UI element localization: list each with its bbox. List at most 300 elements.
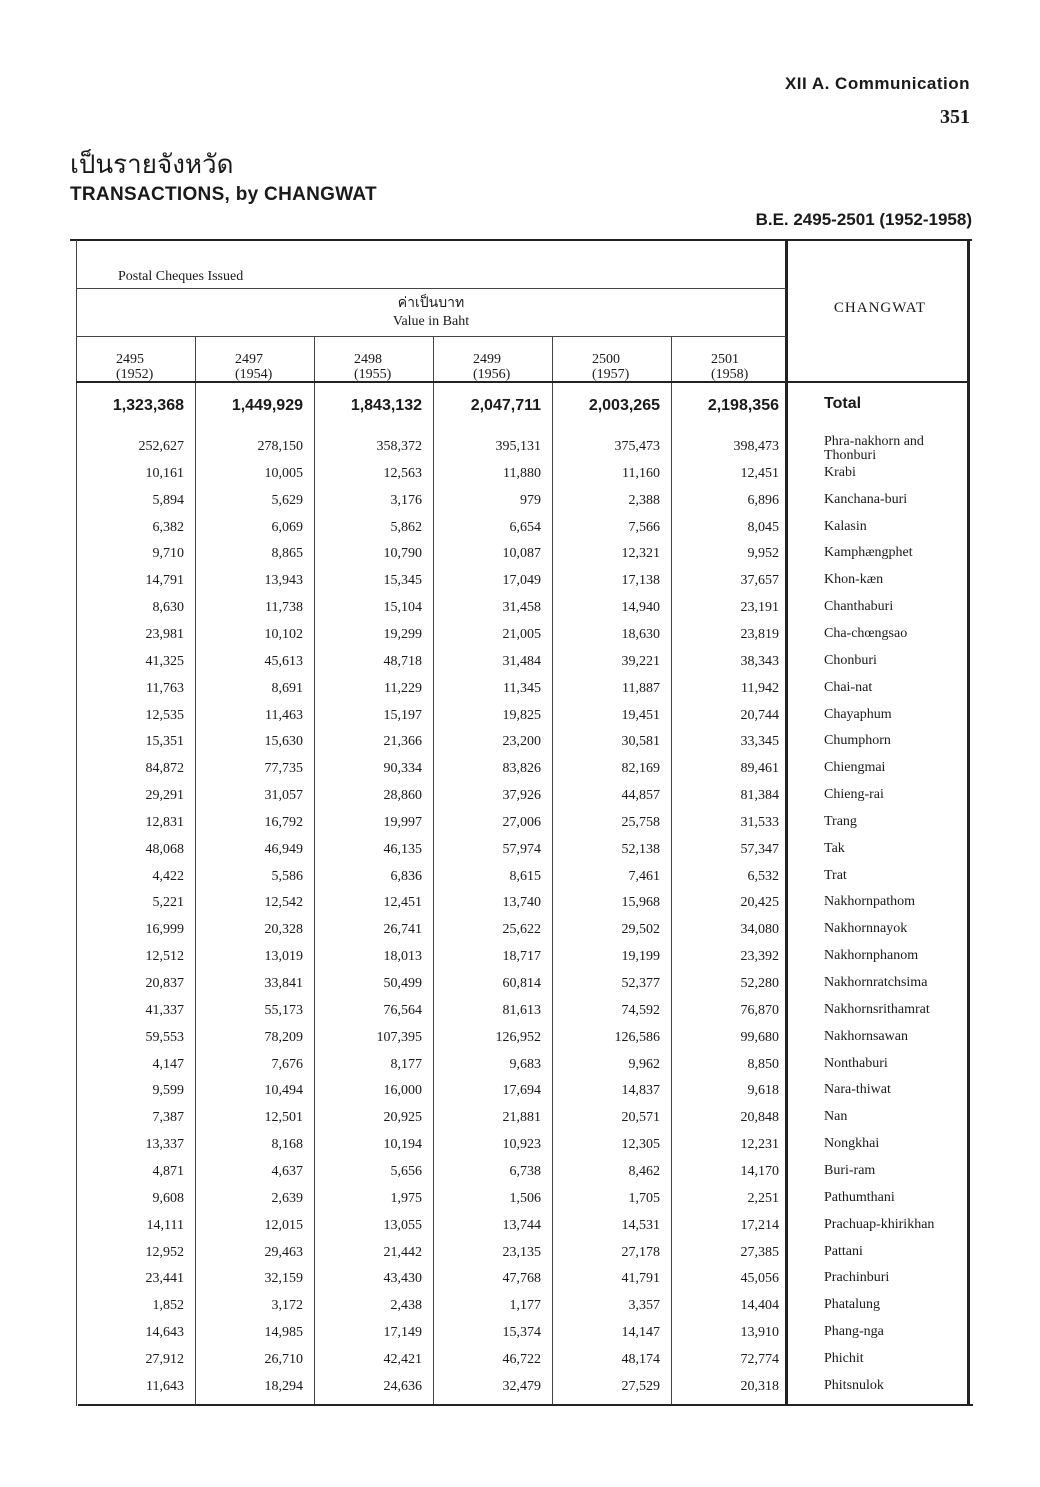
value-cell: 81,613 bbox=[502, 1002, 541, 1018]
changwat-name-line: Nongkhai bbox=[824, 1136, 880, 1152]
page-number: 351 bbox=[940, 106, 970, 128]
changwat-name bbox=[824, 976, 927, 990]
value-cell: 2,438 bbox=[390, 1298, 422, 1314]
changwat-name bbox=[824, 1191, 895, 1205]
table-row bbox=[76, 1325, 970, 1352]
value-cell: 78,209 bbox=[264, 1029, 303, 1045]
table-row bbox=[76, 1379, 970, 1406]
value-cell: 7,566 bbox=[628, 519, 660, 535]
changwat-name-line: Trang bbox=[824, 813, 857, 829]
changwat-name-line: Chumphorn bbox=[824, 733, 891, 749]
value-cell: 7,461 bbox=[628, 868, 660, 884]
value-cell: 15,104 bbox=[383, 600, 422, 616]
value-cell: 44,857 bbox=[621, 788, 660, 804]
changwat-name-line: Pattani bbox=[824, 1243, 863, 1259]
changwat-name-line: Phichit bbox=[824, 1350, 864, 1366]
changwat-name-line: Tak bbox=[824, 840, 845, 856]
value-cell: 20,744 bbox=[740, 707, 779, 723]
value-cell: 12,451 bbox=[383, 895, 422, 911]
value-cell: 26,710 bbox=[264, 1351, 303, 1367]
table-row bbox=[76, 627, 970, 654]
value-cell: 60,814 bbox=[502, 976, 541, 991]
changwat-name-line: Chai-nat bbox=[824, 679, 873, 695]
value-cell: 46,722 bbox=[502, 1351, 541, 1367]
value-cell: 15,968 bbox=[621, 895, 660, 911]
section-heading: XII A. Communication bbox=[784, 74, 970, 93]
value-cell: 10,194 bbox=[383, 1137, 422, 1153]
value-cell: 13,744 bbox=[502, 1217, 541, 1233]
changwat-name-line: Pathumthani bbox=[824, 1189, 895, 1205]
table-row bbox=[76, 466, 970, 493]
value-label-thai: ค่าเป็นบาท bbox=[397, 295, 465, 311]
value-cell: 10,161 bbox=[145, 465, 184, 481]
changwat-name bbox=[824, 895, 915, 909]
value-cell: 5,221 bbox=[152, 895, 184, 911]
table-row bbox=[76, 815, 970, 842]
value-cell: 278,150 bbox=[257, 439, 303, 454]
value-cell: 12,501 bbox=[264, 1110, 303, 1126]
bottom-rule bbox=[78, 1404, 973, 1406]
changwat-name-line: Phra-nakhorn and bbox=[824, 434, 924, 449]
total-cell: 2,198,356 bbox=[707, 397, 779, 414]
value-cell: 6,069 bbox=[271, 519, 303, 535]
value-cell: 14,940 bbox=[621, 600, 660, 616]
changwat-name bbox=[824, 815, 857, 829]
year-be: 2501 bbox=[711, 352, 739, 367]
value-cell: 2,639 bbox=[271, 1190, 303, 1206]
value-cell: 90,334 bbox=[383, 761, 422, 777]
value-cell: 8,691 bbox=[271, 680, 303, 696]
period-label: B.E. 2495-2501 (1952-1958) bbox=[755, 210, 972, 229]
value-cell: 126,952 bbox=[495, 1029, 541, 1045]
changwat-name bbox=[824, 1379, 884, 1393]
group-label: Postal Cheques Issued bbox=[118, 269, 244, 284]
changwat-name-line: Nakhornsawan bbox=[824, 1028, 908, 1044]
value-cell: 33,345 bbox=[740, 734, 779, 750]
value-cell: 11,643 bbox=[146, 1378, 184, 1394]
value-cell: 8,462 bbox=[628, 1163, 660, 1179]
table-row bbox=[76, 708, 970, 735]
changwat-name bbox=[824, 573, 883, 587]
value-cell: 99,680 bbox=[740, 1029, 779, 1045]
changwat-name-line: Kamphængphet bbox=[824, 545, 913, 561]
value-cell: 252,627 bbox=[138, 439, 184, 454]
table-row bbox=[76, 1218, 970, 1245]
table-row bbox=[76, 681, 970, 708]
value-cell: 1,975 bbox=[390, 1190, 422, 1206]
value-cell: 8,045 bbox=[747, 519, 779, 535]
changwat-name bbox=[824, 1137, 879, 1151]
value-cell: 6,836 bbox=[390, 868, 422, 884]
changwat-name-line: Trat bbox=[824, 867, 847, 883]
value-cell: 52,280 bbox=[740, 976, 779, 991]
value-cell: 13,337 bbox=[145, 1137, 184, 1153]
value-cell: 84,872 bbox=[145, 761, 184, 777]
value-cell: 43,430 bbox=[383, 1271, 422, 1287]
value-cell: 26,741 bbox=[383, 922, 422, 938]
value-cell: 12,321 bbox=[621, 546, 660, 562]
changwat-name bbox=[824, 842, 845, 856]
value-cell: 25,622 bbox=[502, 922, 541, 938]
table-row bbox=[76, 949, 970, 976]
total-cell: 2,003,265 bbox=[588, 397, 660, 414]
table-row bbox=[76, 573, 970, 600]
value-cell: 50,499 bbox=[383, 976, 422, 991]
changwat-name bbox=[824, 435, 924, 463]
value-cell: 12,451 bbox=[740, 465, 779, 481]
value-cell: 31,484 bbox=[502, 653, 541, 669]
value-cell: 20,837 bbox=[145, 976, 184, 991]
changwat-name-line: Prachinburi bbox=[824, 1270, 890, 1286]
value-cell: 9,599 bbox=[152, 1083, 184, 1099]
table-row bbox=[76, 922, 970, 949]
value-cell: 8,630 bbox=[152, 600, 184, 616]
value-cell: 10,494 bbox=[264, 1083, 303, 1099]
year-ad: (1958) bbox=[711, 367, 749, 382]
value-cell: 17,049 bbox=[502, 573, 541, 589]
value-cell: 12,563 bbox=[383, 465, 422, 481]
value-cell: 10,790 bbox=[383, 546, 422, 562]
year-be: 2499 bbox=[473, 352, 501, 367]
value-cell: 31,458 bbox=[502, 600, 541, 616]
changwat-name bbox=[824, 627, 907, 641]
total-cell: 1,449,929 bbox=[231, 397, 303, 414]
value-cell: 14,404 bbox=[740, 1298, 779, 1314]
value-cell: 107,395 bbox=[376, 1029, 422, 1045]
value-cell: 8,615 bbox=[509, 868, 541, 884]
changwat-name-line: Thonburi bbox=[824, 448, 877, 463]
value-cell: 1,852 bbox=[152, 1298, 184, 1314]
table-row bbox=[76, 1352, 970, 1379]
value-cell: 13,910 bbox=[740, 1325, 779, 1341]
value-cell: 375,473 bbox=[614, 439, 660, 454]
value-cell: 10,005 bbox=[264, 465, 303, 481]
value-cell: 13,055 bbox=[383, 1217, 422, 1233]
value-cell: 29,291 bbox=[145, 788, 184, 804]
value-cell: 48,174 bbox=[621, 1351, 660, 1367]
value-cell: 12,305 bbox=[621, 1137, 660, 1153]
value-cell: 6,654 bbox=[509, 519, 541, 535]
value-cell: 4,147 bbox=[152, 1056, 184, 1072]
value-cell: 14,837 bbox=[621, 1083, 660, 1099]
year-be: 2498 bbox=[354, 352, 382, 367]
value-cell: 12,952 bbox=[145, 1244, 184, 1260]
value-cell: 5,862 bbox=[390, 519, 422, 535]
changwat-name bbox=[824, 1110, 847, 1124]
changwat-name-line: Chanthaburi bbox=[824, 599, 894, 615]
value-cell: 2,388 bbox=[628, 492, 660, 508]
value-cell: 358,372 bbox=[376, 439, 422, 454]
total-cell: 1,323,368 bbox=[112, 397, 184, 414]
value-cell: 21,442 bbox=[383, 1244, 422, 1260]
value-cell: 23,819 bbox=[740, 626, 779, 642]
value-cell: 38,343 bbox=[740, 653, 779, 669]
value-cell: 47,768 bbox=[502, 1271, 541, 1287]
changwat-name bbox=[824, 1352, 864, 1366]
value-cell: 31,533 bbox=[740, 814, 779, 830]
total-row bbox=[76, 397, 970, 424]
value-cell: 76,870 bbox=[740, 1002, 779, 1018]
changwat-name-line: Prachuap-khirikhan bbox=[824, 1216, 935, 1232]
value-cell: 25,758 bbox=[621, 814, 660, 830]
value-cell: 48,718 bbox=[383, 653, 422, 669]
value-cell: 11,887 bbox=[622, 680, 660, 696]
value-cell: 42,421 bbox=[383, 1351, 422, 1367]
value-cell: 45,056 bbox=[740, 1271, 779, 1287]
value-cell: 5,656 bbox=[390, 1163, 422, 1179]
value-cell: 15,345 bbox=[383, 573, 422, 589]
year-ad: (1957) bbox=[592, 367, 630, 382]
value-cell: 10,087 bbox=[502, 546, 541, 562]
changwat-name-line: Cha-chœngsao bbox=[824, 625, 908, 641]
value-cell: 11,763 bbox=[146, 680, 184, 696]
value-cell: 4,637 bbox=[271, 1163, 303, 1179]
table-row bbox=[76, 600, 970, 627]
value-cell: 20,925 bbox=[383, 1110, 422, 1126]
value-cell: 3,172 bbox=[271, 1298, 303, 1314]
year-header bbox=[592, 352, 629, 382]
value-cell: 18,294 bbox=[264, 1378, 303, 1394]
value-cell: 126,586 bbox=[614, 1029, 660, 1045]
changwat-name bbox=[824, 949, 918, 963]
table-row bbox=[76, 493, 970, 520]
value-cell: 19,451 bbox=[621, 707, 660, 723]
changwat-name bbox=[824, 600, 893, 614]
value-cell: 12,831 bbox=[145, 814, 184, 830]
value-cell: 19,199 bbox=[621, 949, 660, 965]
value-cell: 6,532 bbox=[747, 868, 779, 884]
changwat-header: CHANGWAT bbox=[833, 300, 927, 316]
value-cell: 29,463 bbox=[264, 1244, 303, 1260]
year-ad: (1956) bbox=[473, 367, 511, 382]
value-cell: 11,942 bbox=[741, 680, 779, 696]
value-cell: 20,328 bbox=[264, 922, 303, 938]
table-row bbox=[76, 734, 970, 761]
changwat-name bbox=[824, 1003, 930, 1017]
value-cell: 12,512 bbox=[145, 949, 184, 965]
year-ad: (1954) bbox=[235, 367, 273, 382]
value-cell: 37,657 bbox=[740, 573, 779, 589]
table-row bbox=[76, 546, 970, 573]
table-row bbox=[76, 1191, 970, 1218]
changwat-name-line: Nakhornpathom bbox=[824, 894, 915, 910]
table-row bbox=[76, 1271, 970, 1298]
changwat-name bbox=[824, 1057, 888, 1071]
table-row bbox=[76, 1164, 970, 1191]
value-cell: 14,147 bbox=[621, 1325, 660, 1341]
value-cell: 14,111 bbox=[146, 1217, 184, 1233]
changwat-name-line: Kalasin bbox=[824, 518, 867, 534]
value-cell: 30,581 bbox=[621, 734, 660, 750]
changwat-name bbox=[824, 493, 907, 507]
value-cell: 18,630 bbox=[621, 626, 660, 642]
value-cell: 27,178 bbox=[621, 1244, 660, 1260]
value-cell: 8,865 bbox=[271, 546, 303, 562]
value-cell: 59,553 bbox=[145, 1029, 184, 1045]
value-cell: 16,999 bbox=[145, 922, 184, 938]
value-cell: 6,738 bbox=[509, 1163, 541, 1179]
value-cell: 52,138 bbox=[621, 841, 660, 857]
changwat-name bbox=[824, 1325, 884, 1339]
value-cell: 395,131 bbox=[495, 439, 541, 454]
value-cell: 32,159 bbox=[264, 1271, 303, 1287]
changwat-name bbox=[824, 788, 884, 802]
value-cell: 41,791 bbox=[621, 1271, 660, 1287]
value-cell: 55,173 bbox=[264, 1002, 303, 1018]
value-cell: 77,735 bbox=[264, 761, 303, 777]
changwat-name bbox=[824, 922, 907, 936]
value-cell: 23,135 bbox=[502, 1244, 541, 1260]
value-cell: 1,506 bbox=[509, 1190, 541, 1206]
total-cell: 2,047,711 bbox=[470, 397, 541, 414]
value-cell: 18,013 bbox=[383, 949, 422, 965]
table-row bbox=[76, 1083, 970, 1110]
title-thai: เป็นรายจังหวัด bbox=[70, 150, 234, 180]
year-header bbox=[235, 352, 272, 382]
value-cell: 17,138 bbox=[621, 573, 660, 589]
value-cell: 17,694 bbox=[502, 1083, 541, 1099]
value-cell: 10,923 bbox=[502, 1137, 541, 1153]
value-cell: 48,068 bbox=[145, 841, 184, 857]
value-cell: 33,841 bbox=[264, 976, 303, 991]
value-cell: 398,473 bbox=[733, 439, 779, 454]
table-row bbox=[76, 1137, 970, 1164]
changwat-name-line: Nonthaburi bbox=[824, 1055, 888, 1071]
table-row bbox=[76, 1298, 970, 1325]
value-cell: 20,318 bbox=[740, 1378, 779, 1394]
changwat-name-line: Chieng-rai bbox=[824, 787, 884, 803]
value-cell: 18,717 bbox=[502, 949, 541, 965]
value-cell: 11,160 bbox=[622, 465, 660, 481]
changwat-name-line: Phang-nga bbox=[824, 1324, 884, 1340]
changwat-name-line: Khon-kæn bbox=[824, 572, 884, 588]
changwat-name-line: Nan bbox=[824, 1109, 848, 1125]
value-cell: 23,392 bbox=[740, 949, 779, 965]
value-cell: 1,705 bbox=[628, 1190, 660, 1206]
changwat-name bbox=[824, 869, 847, 883]
table-row bbox=[76, 520, 970, 547]
value-cell: 14,531 bbox=[621, 1217, 660, 1233]
header-bottom-rule bbox=[76, 381, 970, 383]
changwat-name-line: Buri-ram bbox=[824, 1162, 876, 1178]
year-be: 2495 bbox=[116, 352, 144, 367]
year-header bbox=[116, 352, 153, 382]
value-cell: 74,592 bbox=[621, 1002, 660, 1018]
value-cell: 3,357 bbox=[628, 1298, 660, 1314]
value-cell: 9,962 bbox=[628, 1056, 660, 1072]
value-cell: 4,871 bbox=[152, 1163, 184, 1179]
changwat-name-line: Chonburi bbox=[824, 652, 877, 668]
value-cell: 15,197 bbox=[383, 707, 422, 723]
changwat-name bbox=[824, 520, 867, 534]
value-cell: 20,848 bbox=[740, 1110, 779, 1126]
value-cell: 20,425 bbox=[740, 895, 779, 911]
value-cell: 23,200 bbox=[502, 734, 541, 750]
value-cell: 52,377 bbox=[621, 976, 660, 991]
value-cell: 57,347 bbox=[740, 841, 779, 857]
table-row bbox=[76, 761, 970, 788]
changwat-name bbox=[824, 708, 892, 722]
value-cell: 14,985 bbox=[264, 1325, 303, 1341]
changwat-name-line: Nara-thiwat bbox=[824, 1082, 891, 1098]
value-cell: 14,170 bbox=[740, 1163, 779, 1179]
changwat-name-line: Nakhornratchsima bbox=[824, 975, 928, 990]
changwat-name bbox=[824, 1298, 880, 1312]
value-cell: 11,345 bbox=[503, 680, 541, 696]
table-row bbox=[76, 976, 970, 1003]
value-cell: 5,629 bbox=[271, 492, 303, 508]
value-cell: 7,676 bbox=[271, 1056, 303, 1072]
value-cell: 2,251 bbox=[747, 1190, 779, 1206]
changwat-name-line: Phitsnulok bbox=[824, 1377, 884, 1393]
changwat-name-line: Kanchana-buri bbox=[824, 491, 908, 507]
total-cell: 1,843,132 bbox=[350, 397, 422, 414]
changwat-name bbox=[824, 1164, 875, 1178]
value-cell: 979 bbox=[520, 492, 541, 508]
year-be: 2500 bbox=[592, 352, 620, 367]
changwat-name bbox=[824, 1083, 891, 1097]
table-row bbox=[76, 1057, 970, 1084]
value-cell: 20,571 bbox=[621, 1110, 660, 1126]
value-cell: 23,191 bbox=[740, 600, 779, 616]
value-cell: 46,949 bbox=[264, 841, 303, 857]
table-row bbox=[76, 1030, 970, 1057]
value-cell: 3,176 bbox=[390, 492, 422, 508]
changwat-name bbox=[824, 546, 913, 560]
value-cell: 57,974 bbox=[502, 841, 541, 857]
value-cell: 15,351 bbox=[145, 734, 184, 750]
year-ad: (1952) bbox=[116, 367, 154, 382]
table-row bbox=[76, 788, 970, 815]
year-be: 2497 bbox=[235, 352, 263, 367]
value-cell: 21,005 bbox=[502, 626, 541, 642]
value-cell: 12,231 bbox=[740, 1137, 779, 1153]
value-cell: 9,710 bbox=[152, 546, 184, 562]
value-cell: 5,894 bbox=[152, 492, 184, 508]
value-cell: 82,169 bbox=[621, 761, 660, 777]
value-cell: 34,080 bbox=[740, 922, 779, 938]
value-cell: 1,177 bbox=[509, 1298, 541, 1314]
value-cell: 19,825 bbox=[502, 707, 541, 723]
value-cell: 21,881 bbox=[502, 1110, 541, 1126]
value-cell: 11,229 bbox=[384, 680, 422, 696]
value-cell: 46,135 bbox=[383, 841, 422, 857]
value-cell: 12,535 bbox=[145, 707, 184, 723]
value-cell: 6,896 bbox=[747, 492, 779, 508]
value-cell: 8,850 bbox=[747, 1056, 779, 1072]
value-cell: 32,479 bbox=[502, 1378, 541, 1394]
value-cell: 23,981 bbox=[145, 626, 184, 642]
value-cell: 27,912 bbox=[145, 1351, 184, 1367]
changwat-name bbox=[824, 654, 877, 668]
changwat-name bbox=[824, 1245, 863, 1259]
value-cell: 8,168 bbox=[271, 1137, 303, 1153]
value-cell: 9,952 bbox=[747, 546, 779, 562]
header-rule bbox=[76, 288, 786, 289]
value-cell: 11,880 bbox=[503, 465, 541, 481]
value-cell: 27,385 bbox=[740, 1244, 779, 1260]
value-cell: 29,502 bbox=[621, 922, 660, 938]
changwat-name bbox=[824, 761, 885, 775]
page-title: TRANSACTIONS, by CHANGWAT bbox=[70, 184, 377, 205]
value-cell: 9,683 bbox=[509, 1056, 541, 1072]
value-cell: 37,926 bbox=[502, 788, 541, 804]
value-cell: 81,384 bbox=[740, 788, 779, 804]
value-cell: 15,374 bbox=[502, 1325, 541, 1341]
value-cell: 27,006 bbox=[502, 814, 541, 830]
value-cell: 11,738 bbox=[265, 600, 303, 616]
value-cell: 14,643 bbox=[145, 1325, 184, 1341]
